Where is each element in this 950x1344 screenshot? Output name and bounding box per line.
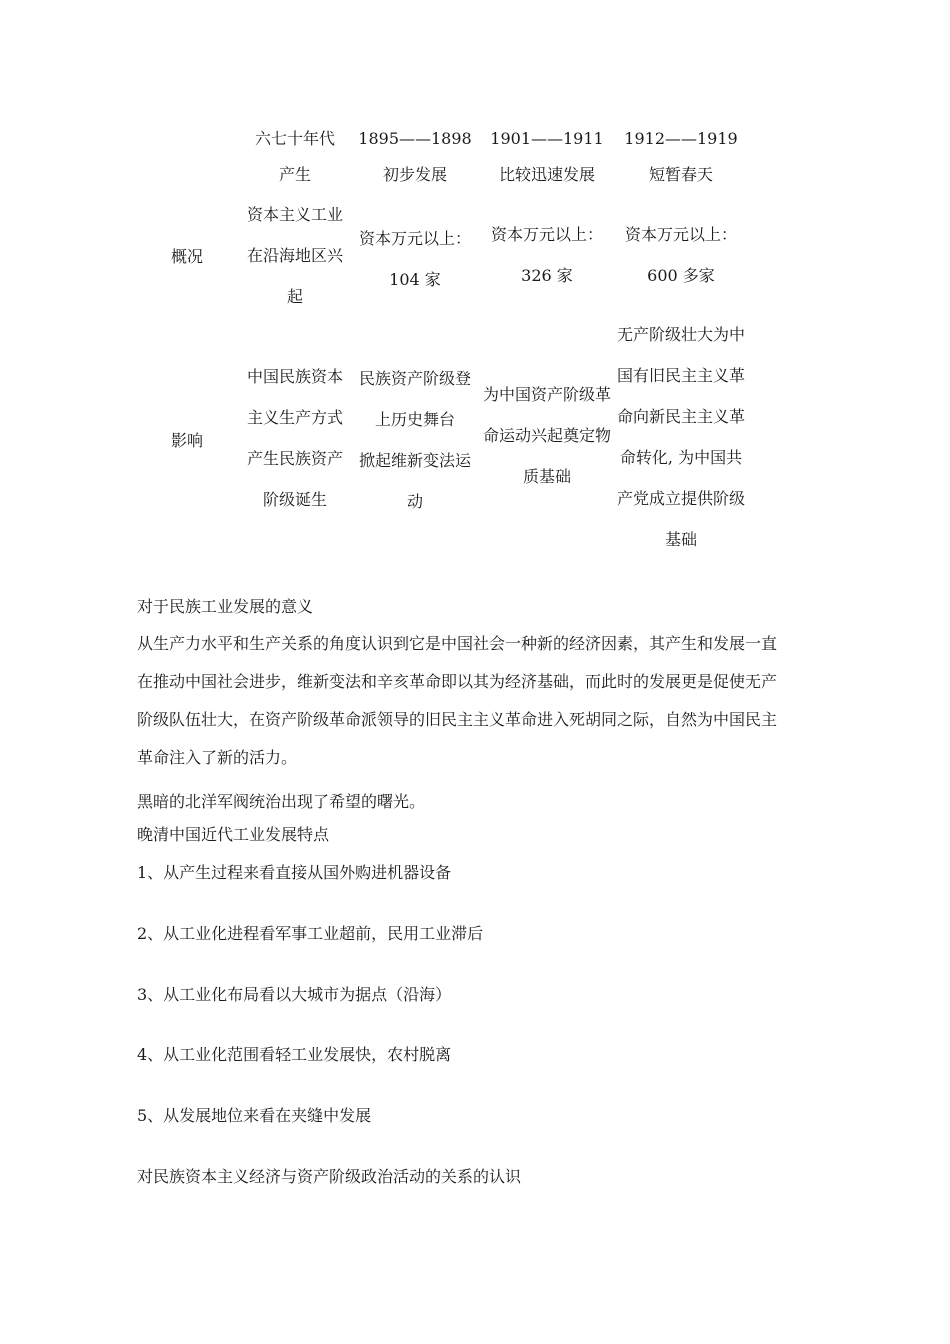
body-line: 在推动中国社会进步，维新变法和辛亥革命即以其为经济基础，而此时的发展更是促使无产 [137, 672, 778, 691]
feature-item-1: 1、从产生过程来看直接从国外购进机器设备 [137, 863, 452, 882]
period-col-2: 1895——1898 [358, 129, 472, 148]
overview-col-4 [612, 214, 750, 296]
cell-line: 无产阶级壮大为中 [616, 325, 745, 344]
stage-col-2: 初步发展 [382, 165, 447, 184]
overview-col-3 [482, 214, 612, 296]
cell-line: 上历史舞台 [374, 410, 455, 429]
cell-line: 动 [406, 492, 423, 511]
significance-body [137, 625, 817, 777]
impact-col-3 [477, 374, 617, 497]
body-line: 阶级队伍壮大，在资产阶级革命派领导的旧民主主义革命进入死胡同之际，自然为中国民主 [137, 710, 778, 729]
cell-line: 起 [286, 287, 303, 306]
period-col-1: 六七十年代 [254, 129, 335, 148]
cell-line: 命运动兴起奠定物 [482, 426, 611, 445]
cell-line: 资本万元以上： [358, 229, 471, 248]
cell-line: 基础 [664, 530, 697, 549]
overview-col-1 [235, 194, 355, 317]
feature-item-5: 5、从发展地位来看在夹缝中发展 [137, 1106, 372, 1125]
features-heading: 晚清中国近代工业发展特点 [137, 825, 330, 844]
cell-line: 资本主义工业 [246, 205, 343, 224]
feature-item-2: 2、从工业化进程看军事工业超前，民用工业滞后 [137, 924, 484, 943]
cell-line: 资本万元以上： [490, 225, 603, 244]
cell-line: 为中国资产阶级革 [482, 385, 611, 404]
significance-tail: 黑暗的北洋军阀统治出现了希望的曙光。 [137, 792, 426, 811]
cell-line: 国有旧民主主义革 [616, 366, 745, 385]
cell-line: 命向新民主主义革 [616, 407, 745, 426]
feature-item-4: 4、从工业化范围看轻工业发展快，农村脱离 [137, 1045, 452, 1064]
cell-line: 阶级诞生 [262, 490, 327, 509]
relation-heading: 对民族资本主义经济与资产阶级政治活动的关系的认识 [137, 1167, 522, 1186]
cell-line: 质基础 [522, 467, 571, 486]
period-col-3: 1901——1911 [490, 129, 604, 148]
row-label-impact: 影响 [171, 431, 204, 450]
cell-line: 主义生产方式 [246, 408, 343, 427]
impact-col-1 [235, 356, 355, 520]
feature-item-3: 3、从工业化布局看以大城市为据点（沿海） [137, 985, 452, 1004]
cell-line: 掀起维新变法运 [358, 451, 471, 470]
cell-line: 600 多家 [647, 266, 715, 285]
row-label-overview: 概况 [171, 247, 204, 266]
body-line: 从生产力水平和生产关系的角度认识到它是中国社会一种新的经济因素，其产生和发展一直 [137, 634, 778, 653]
stage-col-3: 比较迅速发展 [498, 165, 595, 184]
cell-line: 民族资产阶级登 [358, 369, 471, 388]
cell-line: 104 家 [389, 270, 441, 289]
significance-heading: 对于民族工业发展的意义 [137, 597, 314, 616]
cell-line: 产生民族资产 [246, 449, 343, 468]
period-col-4: 1912——1919 [624, 129, 738, 148]
cell-line: 在沿海地区兴 [246, 246, 343, 265]
cell-line: 326 家 [521, 266, 573, 285]
cell-line: 产党成立提供阶级 [616, 489, 745, 508]
cell-line: 中国民族资本 [246, 367, 343, 386]
impact-col-4 [610, 314, 752, 560]
overview-col-2 [355, 218, 475, 300]
cell-line: 命转化, 为中国共 [619, 448, 743, 467]
cell-line: 资本万元以上： [624, 225, 737, 244]
body-line: 革命注入了新的活力。 [137, 748, 298, 767]
impact-col-2 [355, 358, 475, 522]
stage-col-1: 产生 [278, 165, 311, 184]
stage-col-4: 短暂春天 [648, 165, 713, 184]
